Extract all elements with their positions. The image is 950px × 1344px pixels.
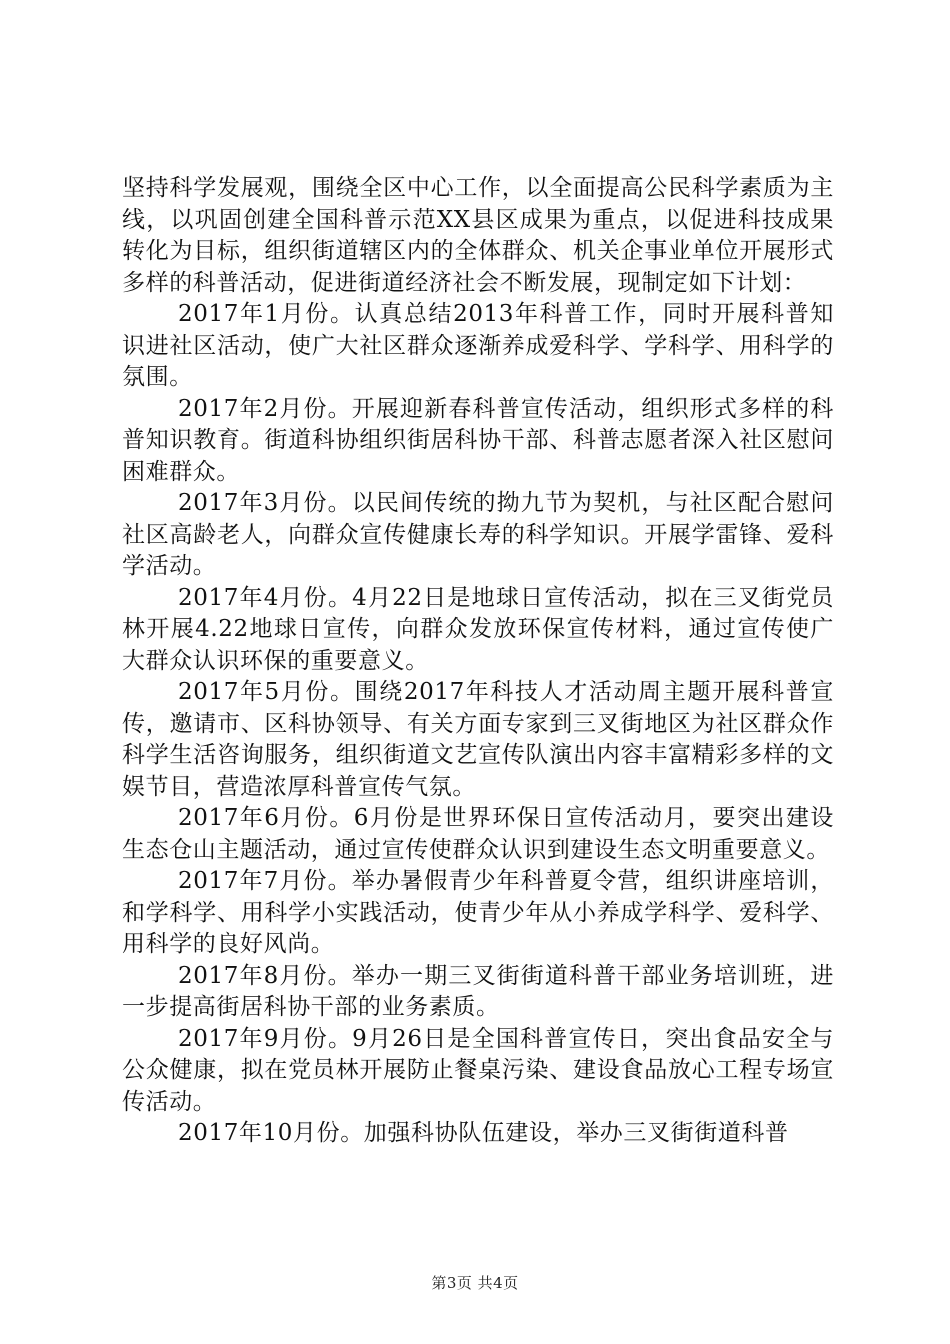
plan-july-paragraph: 2017年7月份。举办暑假青少年科普夏令营，组织讲座培训，和学科学、用科学小实践活动，使青少年从小养成学科学、爱科学、用科学的良好风尚。	[122, 868, 834, 957]
document-body	[122, 173, 834, 1150]
plan-may-paragraph: 2017年5月份。围绕2017年科技人才活动周主题开展科普宣传，邀请市、区科协领导、有关方面专家到三叉街地区为社区群众作科学生活咨询服务，组织街道文艺宣传队演出内容丰富精彩多样的文娱节目，营造浓厚科普宣传气氛。	[122, 679, 834, 800]
plan-april-paragraph: 2017年4月份。4月22日是地球日宣传活动，拟在三叉街党员林开展4.22地球日宣传，向群众发放环保宣传材料，通过宣传使广大群众认识环保的重要意义。	[122, 584, 834, 674]
plan-january-paragraph: 2017年1月份。认真总结2013年科普工作，同时开展科普知识进社区活动，使广大社区群众逐渐养成爱科学、学科学、用科学的氛围。	[122, 301, 834, 390]
plan-august-paragraph: 2017年8月份。举办一期三叉街街道科普干部业务培训班，进一步提高街居科协干部的业务素质。	[122, 962, 834, 1020]
plan-june-paragraph: 2017年6月份。6月份是世界环保日宣传活动月，要突出建设生态仓山主题活动，通过宣传使群众认识到建设生态文明重要意义。	[122, 805, 834, 863]
intro-paragraph: 坚持科学发展观，围绕全区中心工作，以全面提高公民科学素质为主线，以巩固创建全国科普示范XX县区成果为重点，以促进科技成果转化为目标，组织街道辖区内的全体群众、机关企事业单位开展形式多样的科普活动，促进街道经济社会不断发展，现制定如下计划：	[122, 175, 834, 296]
plan-march-paragraph: 2017年3月份。以民间传统的拗九节为契机，与社区配合慰问社区高龄老人，向群众宣传健康长寿的科学知识。开展学雷锋、爱科学活动。	[122, 490, 834, 579]
plan-february-paragraph: 2017年2月份。开展迎新春科普宣传活动，组织形式多样的科普知识教育。街道科协组织街居科协干部、科普志愿者深入社区慰问困难群众。	[122, 395, 834, 485]
page-number-footer: 第3页 共4页	[431, 1274, 519, 1292]
plan-october-paragraph: 2017年10月份。加强科协队伍建设，举办三叉街街道科普	[178, 1120, 789, 1146]
plan-september-paragraph: 2017年9月份。9月26日是全国科普宣传日，突出食品安全与公众健康，拟在党员林开展防止餐桌污染、建设食品放心工程专场宣传活动。	[122, 1025, 834, 1115]
